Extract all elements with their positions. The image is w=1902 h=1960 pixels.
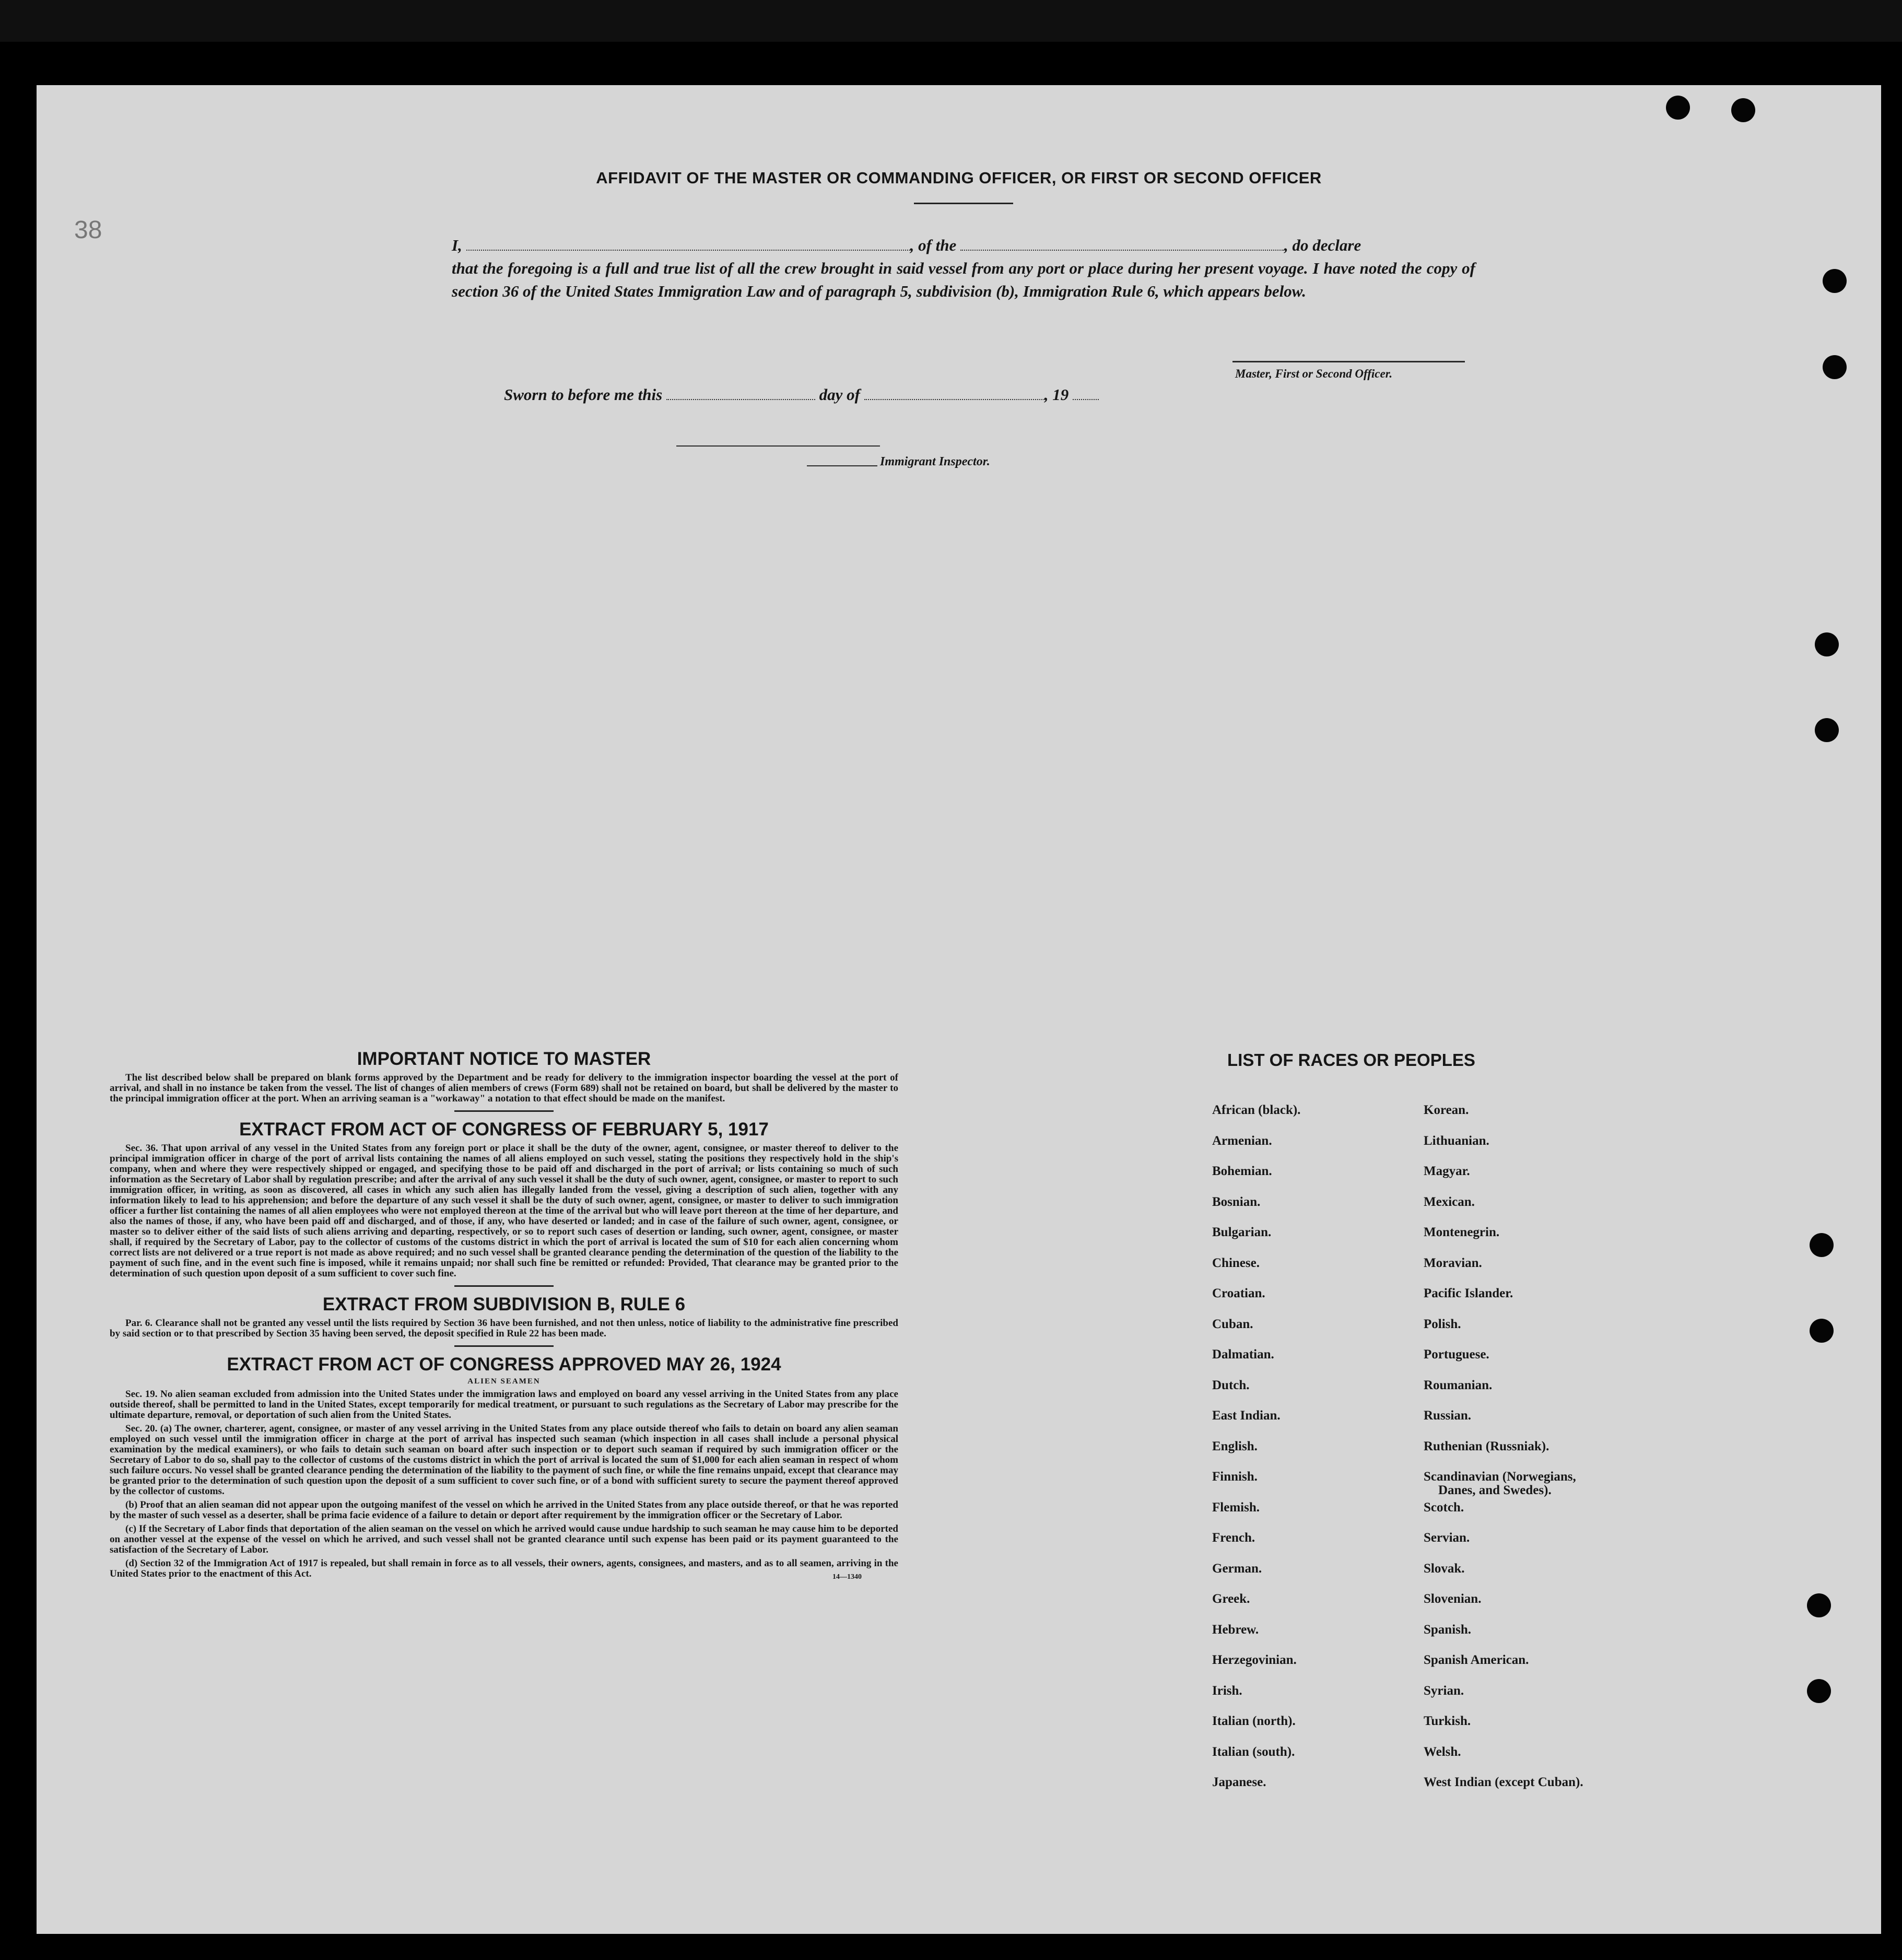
sworn-month-blank[interactable] bbox=[864, 386, 1044, 400]
race-item: French. bbox=[1212, 1531, 1255, 1545]
sworn-line bbox=[504, 385, 1099, 404]
sec19-text: Sec. 19. No alien seaman excluded from admission into the United States under the immigration laws and employed on board any vessel arriving in the United States from any place outside thereof, shall be permitted to land in the United States, except temporarily for medical treatment, or pursuant to such regulations as the Secretary of Labor may prescribe for the ultimate departure, removal, or deportation of such alien from the United States. bbox=[110, 1389, 898, 1421]
sworn-day-blank[interactable] bbox=[666, 386, 815, 400]
race-item: Polish. bbox=[1424, 1317, 1461, 1331]
notice-text: The list described below shall be prepared on blank forms approved by the Department and be ready for delivery to the immigration inspector boarding the vessel at the port of arrival, and shall in no instance be taken from the vessel. The list of changes of alien members of crews (Form 689) shall not be retained on board, but shall be delivered by the master to the principal immigration officer at the port. When an arriving seaman is a "workaway" a notation to that effect should be made on the manifest. bbox=[110, 1072, 898, 1104]
rule6-title: EXTRACT FROM SUBDIVISION B, RULE 6 bbox=[322, 1294, 686, 1315]
sworn-year-blank[interactable] bbox=[1073, 386, 1099, 400]
affidavit-title: AFFIDAVIT OF THE MASTER OR COMMANDING OFFICER, OR FIRST OR SECOND OFFICER bbox=[596, 169, 1322, 187]
race-item: Bulgarian. bbox=[1212, 1225, 1272, 1239]
race-item: Italian (south). bbox=[1212, 1744, 1295, 1759]
race-item: Pacific Islander. bbox=[1424, 1286, 1513, 1300]
race-item: German. bbox=[1212, 1561, 1262, 1576]
declaration-body: that the foregoing is a full and true list of all the crew brought in said vessel from any port or place during her present voyage. I have noted the copy of section 36 of the United States Immigration Law and of paragraph 5, subdivision (b), Immigration Rule 6, which appears below. bbox=[452, 259, 1475, 300]
divider bbox=[454, 1285, 554, 1287]
affidavit-text bbox=[452, 234, 1475, 303]
race-item: Syrian. bbox=[1424, 1683, 1464, 1698]
race-item: Japanese. bbox=[1212, 1775, 1266, 1789]
race-item: Slovenian. bbox=[1424, 1592, 1482, 1606]
form-number: 14—1340 bbox=[832, 1573, 862, 1581]
alien-seamen-subhead: ALIEN SEAMEN bbox=[467, 1377, 541, 1386]
sec20d-content: (d) Section 32 of the Immigration Act of 1917 is repealed, but shall remain in force as to all vessels, their owners, agents, consignees, and masters, and as to all seamen, arriving in the United States prior to the enactment of this Act. bbox=[110, 1558, 898, 1579]
race-item: Danes, and Swedes). bbox=[1438, 1483, 1552, 1497]
race-item: Korean. bbox=[1424, 1103, 1469, 1117]
race-item: Herzegovinian. bbox=[1212, 1653, 1297, 1667]
race-item: Scandinavian (Norwegians, bbox=[1424, 1470, 1576, 1484]
vessel-blank[interactable] bbox=[960, 237, 1284, 251]
binder-hole bbox=[1810, 1319, 1834, 1343]
margin-number: 38 bbox=[74, 216, 102, 244]
race-item: English. bbox=[1212, 1439, 1258, 1453]
master-signature-line[interactable] bbox=[1232, 361, 1465, 362]
binder-hole bbox=[1823, 355, 1847, 379]
race-item: Irish. bbox=[1212, 1683, 1242, 1698]
race-item: Scotch. bbox=[1424, 1500, 1464, 1515]
race-item: Welsh. bbox=[1424, 1744, 1461, 1759]
race-item: West Indian (except Cuban). bbox=[1424, 1775, 1583, 1789]
sworn-year-label: , 19 bbox=[1044, 385, 1069, 404]
race-item: Armenian. bbox=[1212, 1133, 1272, 1148]
inspector-signature-line[interactable] bbox=[676, 445, 880, 447]
extract-1924-title: EXTRACT FROM ACT OF CONGRESS APPROVED MAY 26, 1924 bbox=[227, 1354, 781, 1375]
legal-extracts bbox=[110, 1049, 898, 1587]
extract-1917-title: EXTRACT FROM ACT OF CONGRESS OF FEBRUARY 5, 1917 bbox=[239, 1119, 769, 1140]
sec20d-text bbox=[110, 1558, 898, 1587]
race-item: Servian. bbox=[1424, 1531, 1470, 1545]
race-item: Portuguese. bbox=[1424, 1347, 1489, 1362]
race-item: Chinese. bbox=[1212, 1255, 1260, 1270]
race-item: Dutch. bbox=[1212, 1378, 1250, 1392]
race-item: Cuban. bbox=[1212, 1317, 1253, 1331]
sworn-label: Sworn to before me this bbox=[504, 385, 663, 404]
binder-hole bbox=[1807, 1679, 1831, 1703]
race-item: Lithuanian. bbox=[1424, 1133, 1489, 1148]
race-item: Ruthenian (Russniak). bbox=[1424, 1439, 1549, 1453]
binder-hole bbox=[1815, 632, 1839, 656]
race-item: African (black). bbox=[1212, 1103, 1301, 1117]
race-item: Spanish. bbox=[1424, 1622, 1472, 1637]
inspector-caption-rule bbox=[807, 465, 877, 466]
race-item: Slovak. bbox=[1424, 1561, 1465, 1576]
binder-hole bbox=[1810, 1233, 1834, 1257]
scan-top-edge bbox=[0, 0, 1902, 42]
race-item: East Indian. bbox=[1212, 1409, 1281, 1423]
race-item: Russian. bbox=[1424, 1409, 1472, 1423]
race-item: Spanish American. bbox=[1424, 1653, 1529, 1667]
binder-hole bbox=[1823, 269, 1847, 293]
race-item: Magyar. bbox=[1424, 1164, 1470, 1178]
race-item: Bohemian. bbox=[1212, 1164, 1272, 1178]
declaration-line bbox=[452, 234, 1475, 257]
binder-hole bbox=[1807, 1593, 1831, 1617]
binder-hole bbox=[1731, 98, 1755, 122]
manifest-page bbox=[37, 85, 1881, 1934]
race-item: Mexican. bbox=[1424, 1194, 1475, 1209]
race-item: Greek. bbox=[1212, 1592, 1250, 1606]
binder-hole bbox=[1666, 96, 1690, 120]
name-blank[interactable] bbox=[466, 237, 910, 251]
race-item: Flemish. bbox=[1212, 1500, 1260, 1515]
extract-1917-text: Sec. 36. That upon arrival of any vessel in the United States from any foreign port or place it shall be the duty of the owner, agent, consignee, or master thereof to deliver to the principal immigration officer in charge of the port of arrival lists containing the names of all aliens employed on such vessel, stating the positions they respectively hold in the ship's company, when and where they were respectively shipped or engaged, and specifying those to be paid off and discharged in the port of arrival; or lists containing so much of such information as the Secretary of Labor shall by regulation prescribe; and after the arrival of any such vessel it shall be the duty of such owner, agent, consignee, or master to report to such immigration officer, in writing, as soon as discovered, all cases in which any such alien has illegally landed from the vessel, giving a description of such alien, together with any information likely to lead to his apprehension; and before the departure of any such vessel it shall be the duty of such owner, agent, consignee, or master to deliver to such immigration officer a further list containing the names of all alien employees who were not employed thereon at the time of the arrival but who will leave port thereon at the time of her departure, and also the names of those, if any, who have been paid off and discharged, and of those, if any, who have deserted or landed; and in case of the failure of such owner, agent, consignee, or master so to deliver either of the said lists of such aliens arriving and departing, respectively, or so to report such cases of desertion or landing, such owner, agent, consignee, or master shall, if required by the Secretary of Labor, pay to the collector of customs of the customs district in which the port of arrival is located the sum of $10 for each alien concerning whom correct lists are not delivered or a true report is not made as above required; and no such vessel shall be granted clearance pending the determination of the question of the liability to the payment of such fine, and in the event such fine is imposed, while it remains unpaid; nor shall such fine be remitted or refunded: Provided, That clearance may be granted prior to the determination of such question upon deposit of a sum sufficient to cover such fine. bbox=[110, 1143, 898, 1279]
declaration-of-the: , of the bbox=[910, 236, 957, 254]
race-item: Moravian. bbox=[1424, 1255, 1482, 1270]
sec20a-text: Sec. 20. (a) The owner, charterer, agent, consignee, or master of any vessel arriving in the United States from any place outside thereof who fails to detain on board any alien seaman employed on such vessel until the immigration officer in charge at the port of arrival has inspected such seaman (which inspection in all cases shall include a personal physical examination by the medical examiners), or who fails to detain such seaman on board after such inspection or to deport such seaman if required by such immigration officer or the Secretary of Labor to do so, shall pay to the collector of customs of the customs district in which the port of arrival is located the sum of $1,000 for each alien seaman in respect of whom such failure occurs. No vessel shall be granted clearance pending the determination of the liability to the payment of such fine, or while the fine remains unpaid, except that clearance may be granted prior to the determination of such question upon the deposit of a sum sufficient to cover such fine, or of a bond with sufficient surety to secure the payment thereof approved by the collector of customs. bbox=[110, 1423, 898, 1497]
race-item: Hebrew. bbox=[1212, 1622, 1259, 1637]
race-item: Montenegrin. bbox=[1424, 1225, 1500, 1239]
master-signature-caption: Master, First or Second Officer. bbox=[1235, 367, 1393, 380]
declaration-end: , do declare bbox=[1284, 236, 1361, 254]
binder-hole bbox=[1815, 718, 1839, 742]
sec20c-text: (c) If the Secretary of Labor finds that deportation of the alien seaman on the vessel on which he arrived would cause undue hardship to such seaman he may cause him to be deported on another vessel at the expense of the vessel on which he arrived, and such vessel shall not be granted clearance until such expense has been paid or its payment guaranteed to the satisfaction of the Secretary of Labor. bbox=[110, 1523, 898, 1555]
rule6-text: Par. 6. Clearance shall not be granted any vessel until the lists required by Section 36 have been furnished, and not then unless, notice of liability to the administrative fine prescribed by said section or to that prescribed by Section 35 having been served, the deposit specified in Rule 22 has been made. bbox=[110, 1318, 898, 1339]
race-item: Roumanian. bbox=[1424, 1378, 1493, 1392]
sworn-day-label: day of bbox=[819, 385, 860, 404]
races-title: LIST OF RACES OR PEOPLES bbox=[1227, 1050, 1475, 1070]
inspector-caption: Immigrant Inspector. bbox=[880, 455, 990, 468]
notice-title: IMPORTANT NOTICE TO MASTER bbox=[357, 1049, 651, 1069]
divider bbox=[454, 1110, 554, 1112]
race-item: Bosnian. bbox=[1212, 1194, 1261, 1209]
race-item: Italian (north). bbox=[1212, 1714, 1296, 1728]
race-item: Dalmatian. bbox=[1212, 1347, 1274, 1362]
declaration-i: I, bbox=[452, 236, 462, 254]
race-item: Finnish. bbox=[1212, 1470, 1258, 1484]
race-item: Croatian. bbox=[1212, 1286, 1265, 1300]
divider bbox=[454, 1345, 554, 1347]
sec20b-text: (b) Proof that an alien seaman did not appear upon the outgoing manifest of the vessel on which he arrived in the United States from any place outside thereof, or that he was reported by the master of such vessel as a deserter, shall be prima facie evidence of a failure to detain or deport after requirement by the immigration officer or the Secretary of Labor. bbox=[110, 1499, 898, 1521]
title-divider bbox=[914, 203, 1013, 204]
race-item: Turkish. bbox=[1424, 1714, 1471, 1728]
